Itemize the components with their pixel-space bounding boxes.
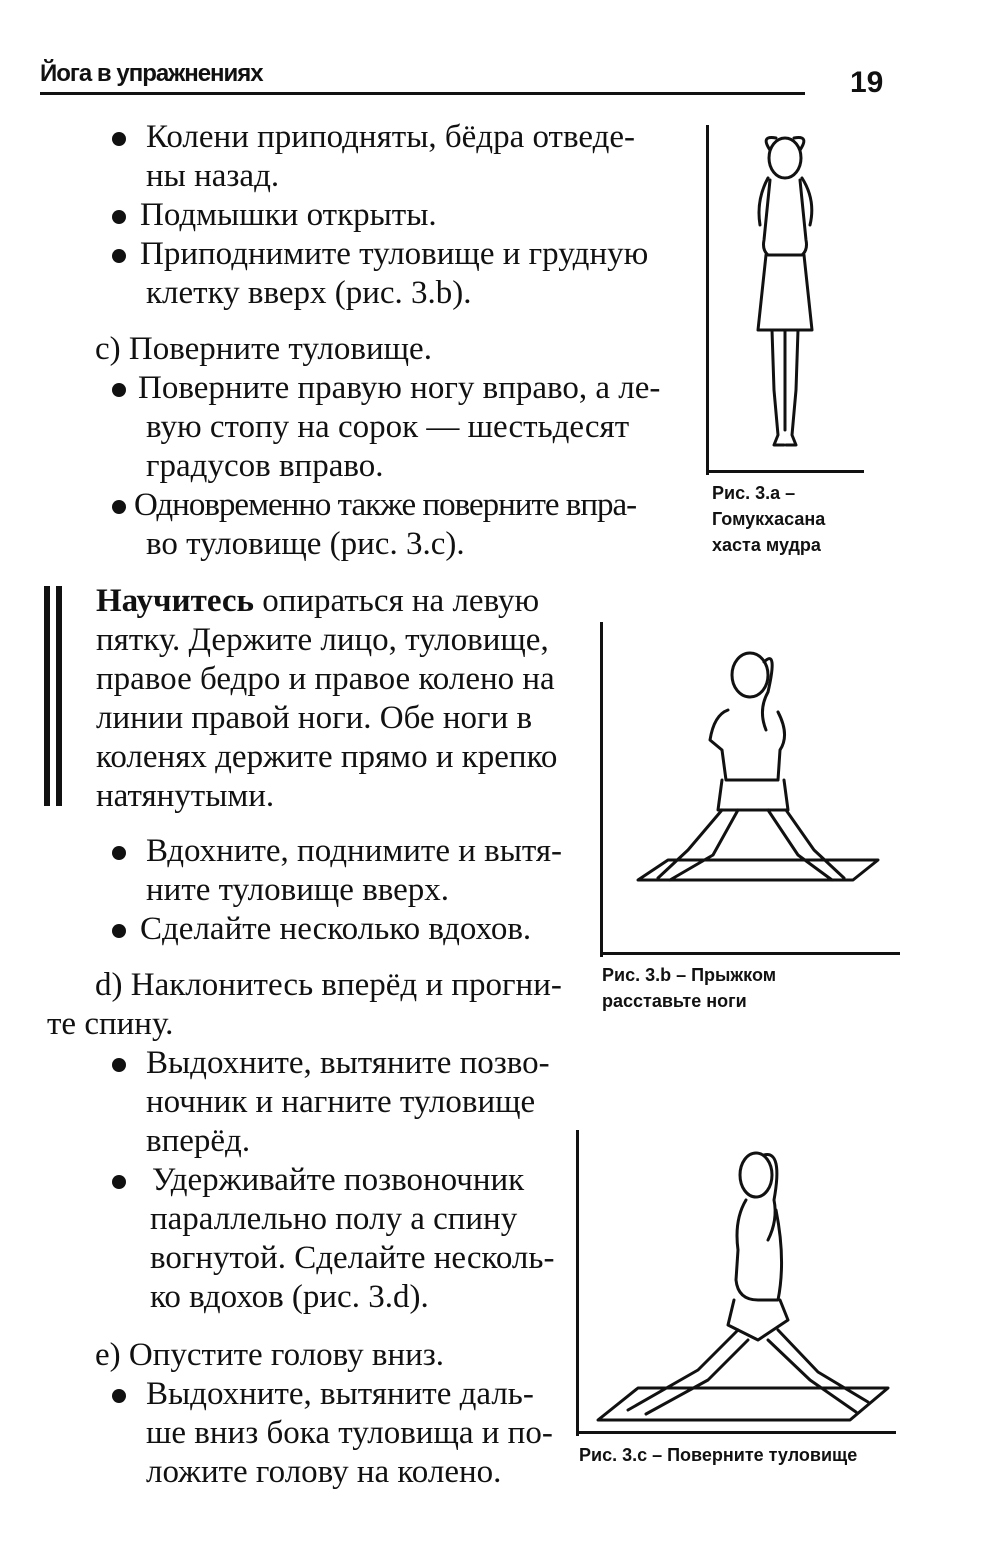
bullet-dot: [112, 500, 126, 514]
header-rule: [40, 92, 805, 95]
figure-caption: [579, 1442, 857, 1468]
bullet-line: Удерживайте позвоночник: [152, 1162, 525, 1198]
note-line: линии правой ноги. Обе ноги в: [96, 700, 533, 736]
running-header-title: Йога в упражнениях: [40, 60, 263, 87]
bullet-line: вперёд.: [146, 1123, 251, 1159]
figure-caption-line: хаста мудра: [712, 535, 821, 555]
note-line: коленях держите прямо и крепко: [96, 739, 558, 775]
figure-caption-line: Рис. 3.a –: [712, 483, 796, 503]
figure-caption: [712, 480, 825, 558]
bullet-line: ложите голову на колено.: [146, 1454, 502, 1490]
bullet-line: ше вниз бока туловища и по-: [146, 1415, 553, 1451]
note-bar: [56, 586, 62, 806]
bullet-dot: [112, 1058, 126, 1072]
bullet-line: Сделайте несколько вдохов.: [140, 911, 532, 947]
note-line: натянутыми.: [96, 778, 275, 814]
note-bar: [44, 586, 50, 806]
figure-frame-bottom: [706, 470, 864, 473]
section-e-heading: e) Опустите голову вниз.: [95, 1337, 445, 1373]
figure-frame-left: [600, 622, 603, 957]
section-d-heading: те спину.: [47, 1006, 174, 1042]
bullet-dot: [112, 132, 126, 146]
bullet-line: вую стопу на сорок — шестьдесят: [146, 409, 630, 445]
bullet-dot: [112, 1175, 126, 1189]
bullet-dot: [112, 210, 126, 224]
figure-frame-left: [706, 125, 709, 475]
bullet-line: вогнутой. Сделайте несколь-: [150, 1240, 555, 1276]
wide-stance-figure-icon: [618, 640, 888, 930]
bullet-dot: [112, 249, 126, 263]
bullet-line: градусов вправо.: [146, 448, 384, 484]
bullet-line: Выдохните, вытяните даль-: [146, 1376, 534, 1412]
note-line: опираться на левую: [253, 583, 540, 619]
bullet-line: ночник и нагните туловище: [146, 1084, 536, 1120]
figure-caption-line: Гомукхасана: [712, 509, 826, 529]
bullet-line: ны назад.: [146, 158, 280, 194]
bullet-line: Приподнимите туловище и грудную: [140, 236, 649, 272]
figure-caption-line: Рис. 3.c – Поверните туловище: [579, 1445, 858, 1465]
bullet-line: Выдохните, вытяните позво-: [146, 1045, 550, 1081]
section-d-heading: d) Наклонитесь вперёд и прогни-: [95, 967, 562, 1003]
note-line: пятку. Держите лицо, туловище,: [96, 622, 549, 658]
bullet-line: Вдохните, поднимите и вытя-: [146, 833, 563, 869]
figure-caption-line: расставьте ноги: [602, 991, 747, 1011]
bullet-line: Колени приподняты, бёдра отведе-: [146, 119, 636, 155]
bullet-dot: [112, 1389, 126, 1403]
bullet-line: Одновременно также поверните впра-: [134, 487, 637, 523]
section-c-heading: c) Поверните туловище.: [95, 331, 432, 367]
figure-caption-line: Рис. 3.b – Прыжком: [602, 965, 777, 985]
bullet-dot: [112, 846, 126, 860]
bullet-line: параллельно полу а спину: [150, 1201, 518, 1237]
bullet-line: ните туловище вверх.: [146, 872, 450, 908]
note-line: правое бедро и правое колено на: [96, 661, 555, 697]
turned-torso-figure-icon: [588, 1140, 888, 1425]
bullet-line: Подмышки открыты.: [140, 197, 437, 233]
page-number: 19: [850, 66, 884, 99]
figure-caption: [602, 962, 776, 1014]
standing-figure-icon: [730, 130, 840, 450]
bullet-line: клетку вверх (рис. 3.b).: [146, 275, 472, 311]
figure-frame-bottom: [600, 952, 900, 955]
figure-frame-bottom: [576, 1431, 896, 1434]
bullet-dot: [112, 383, 126, 397]
bullet-line: ко вдохов (рис. 3.d).: [150, 1279, 429, 1315]
bullet-line: во туловище (рис. 3.c).: [146, 526, 465, 562]
bullet-line: Поверните правую ногу вправо, а ле-: [138, 370, 661, 406]
note-bold-word: Научитесь: [96, 583, 254, 619]
figure-frame-left: [576, 1130, 579, 1436]
bullet-dot: [112, 924, 126, 938]
